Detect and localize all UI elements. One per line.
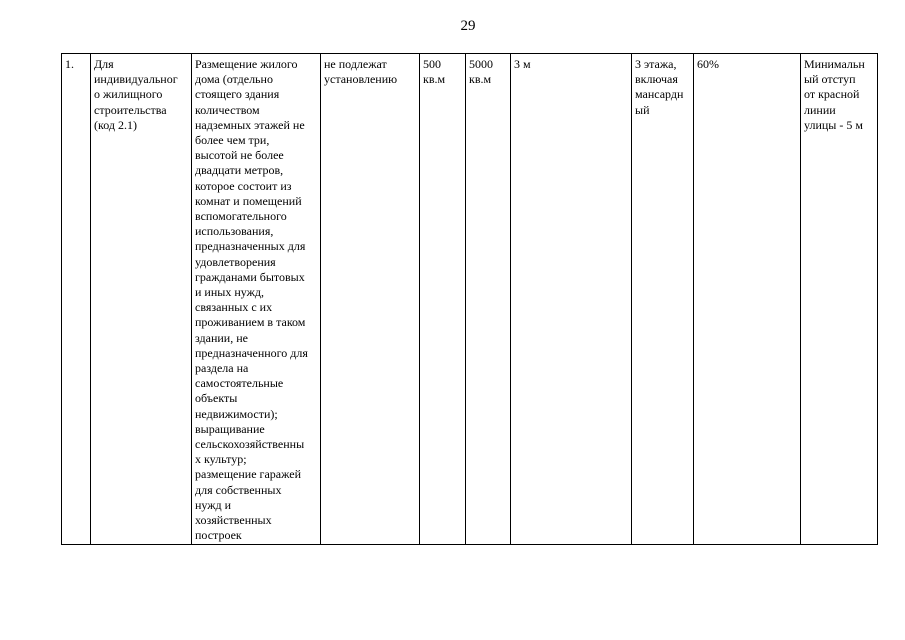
description-line: более чем три, (195, 133, 270, 148)
setback-cell (511, 54, 632, 545)
description-line: нужд и (195, 497, 232, 512)
description-line: удовлетворения (195, 254, 276, 269)
description-line: и иных нужд, (195, 285, 264, 300)
coverage-cell (694, 54, 801, 545)
max-area-cell (466, 54, 511, 545)
use-description-cell (192, 54, 321, 545)
note-cell (801, 54, 878, 545)
note-line: линии (804, 102, 836, 117)
description-line: здании, не (195, 330, 248, 345)
use-name-line: строительства (94, 102, 167, 117)
note-line: ый отступ (804, 72, 856, 87)
use-name-cell (91, 54, 192, 545)
description-line: которое состоит из (195, 178, 292, 193)
floors-cell (632, 54, 694, 545)
description-line: предназначенных для (195, 239, 306, 254)
note-line: улицы - 5 м (804, 117, 863, 132)
row-number: 1. (65, 57, 74, 71)
min-area-cell (420, 54, 466, 545)
description-line: количеством (195, 102, 260, 117)
regulations-table (61, 53, 878, 545)
description-line: надземных этажей не (195, 117, 305, 132)
description-line: дома (отдельно (195, 72, 273, 87)
limits-line: не подлежат (324, 57, 387, 71)
coverage-value: 60% (697, 57, 719, 71)
min-area-line: кв.м (423, 72, 446, 87)
use-name-line: (код 2.1) (94, 117, 137, 132)
description-line: выращивание (195, 421, 265, 436)
description-line: недвижимости); (195, 406, 278, 421)
description-line: двадцати метров, (195, 163, 284, 178)
use-name-line: индивидуальног (94, 72, 178, 87)
description-line: предназначенного для (195, 345, 308, 360)
note-line: Минимальн (804, 57, 865, 71)
floors-line: 3 этажа, (635, 57, 677, 71)
table-row (62, 54, 878, 545)
use-name-line: о жилищного (94, 87, 163, 102)
description-line: стоящего здания (195, 87, 280, 102)
limits-cell (321, 54, 420, 545)
floors-line: включая (635, 72, 678, 87)
description-line: хозяйственных (195, 513, 272, 528)
use-name-line: Для (94, 57, 114, 71)
description-line: Размещение жилого (195, 57, 298, 71)
description-line: х культур; (195, 452, 247, 467)
page-number: 29 (460, 18, 476, 34)
description-line: сельскохозяйственны (195, 437, 305, 452)
max-area-line: кв.м (469, 72, 492, 87)
description-line: вспомогательного (195, 209, 287, 224)
setback-value: 3 м (514, 57, 531, 71)
description-line: использования, (195, 224, 274, 239)
description-line: для собственных (195, 482, 282, 497)
floors-line: ый (635, 102, 650, 117)
note-line: от красной (804, 87, 860, 102)
max-area-line: 5000 (469, 57, 493, 71)
description-line: объекты (195, 391, 238, 406)
description-line: высотой не более (195, 148, 284, 163)
description-line: связанных с их (195, 300, 273, 315)
description-line: комнат и помещений (195, 193, 302, 208)
description-line: размещение гаражей (195, 467, 302, 482)
floors-line: мансардн (635, 87, 684, 102)
description-line: гражданами бытовых (195, 269, 305, 284)
description-line: самостоятельные (195, 376, 284, 391)
limits-line: установлению (324, 72, 398, 87)
min-area-line: 500 (423, 57, 441, 71)
description-line: построек (195, 528, 242, 543)
description-line: проживанием в таком (195, 315, 306, 330)
row-number-cell (62, 54, 91, 545)
description-line: раздела на (195, 361, 249, 376)
